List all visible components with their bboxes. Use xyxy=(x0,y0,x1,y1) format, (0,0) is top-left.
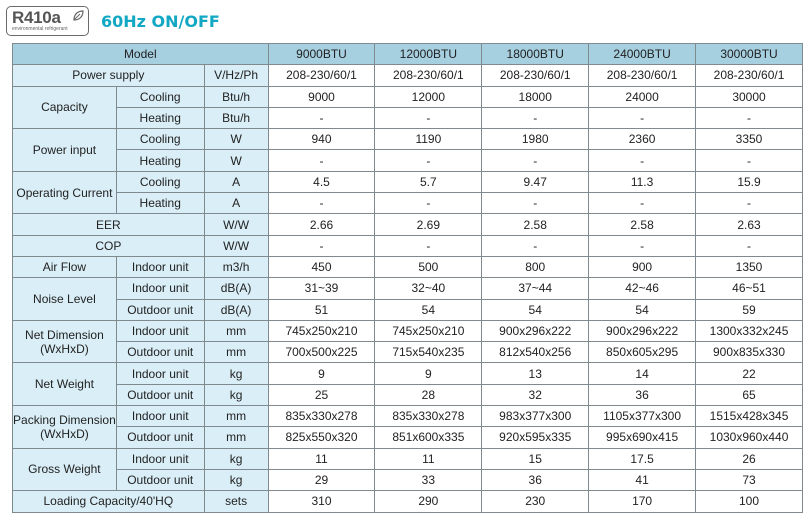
table-cell: 25 xyxy=(268,384,375,405)
table-cell: - xyxy=(589,193,696,214)
table-cell: - xyxy=(696,107,803,128)
row-label: Packing Dimension (WxHxD) xyxy=(13,406,117,449)
table-row xyxy=(13,65,803,86)
table-cell: 37~44 xyxy=(482,278,589,299)
row-unit: mm xyxy=(204,320,268,341)
table-cell: 700x500x225 xyxy=(268,342,375,363)
table-cell: 500 xyxy=(375,256,482,277)
table-cell: 33 xyxy=(375,469,482,490)
row-label: Loading Capacity/40'HQ xyxy=(13,491,205,512)
row-sublabel: Cooling xyxy=(116,86,204,107)
table-cell: 940 xyxy=(268,129,375,150)
table-cell: - xyxy=(268,150,375,171)
header-model: 9000BTU xyxy=(268,44,375,65)
row-sublabel: Heating xyxy=(116,193,204,214)
row-label: Gross Weight xyxy=(13,448,117,491)
table-cell: - xyxy=(482,235,589,256)
row-unit: kg xyxy=(204,384,268,405)
table-row xyxy=(13,150,803,171)
table-cell: 54 xyxy=(589,299,696,320)
row-label: EER xyxy=(13,214,205,235)
table-cell: 5.7 xyxy=(375,171,482,192)
table-body xyxy=(13,65,803,512)
row-sublabel: Heating xyxy=(116,150,204,171)
table-row xyxy=(13,193,803,214)
table-cell: - xyxy=(375,150,482,171)
row-label: Operating Current xyxy=(13,171,117,214)
table-row xyxy=(13,278,803,299)
table-cell: - xyxy=(696,235,803,256)
table-cell: 32~40 xyxy=(375,278,482,299)
table-cell: 11 xyxy=(268,448,375,469)
table-cell: - xyxy=(482,150,589,171)
table-cell: 11 xyxy=(375,448,482,469)
table-cell: 208-230/60/1 xyxy=(375,65,482,86)
table-cell: - xyxy=(268,193,375,214)
table-cell: 1980 xyxy=(482,129,589,150)
table-cell: 812x540x256 xyxy=(482,342,589,363)
table-cell: 2.58 xyxy=(482,214,589,235)
row-sublabel: Outdoor unit xyxy=(116,427,204,448)
table-cell: 41 xyxy=(589,469,696,490)
table-row xyxy=(13,363,803,384)
table-cell: - xyxy=(589,150,696,171)
table-cell: 2360 xyxy=(589,129,696,150)
header-model: 24000BTU xyxy=(589,44,696,65)
row-unit: kg xyxy=(204,363,268,384)
table-row xyxy=(13,491,803,512)
table-cell: - xyxy=(696,193,803,214)
row-unit: W xyxy=(204,129,268,150)
r410a-logo xyxy=(6,6,89,36)
row-unit: sets xyxy=(204,491,268,512)
table-row xyxy=(13,235,803,256)
table-cell: - xyxy=(482,193,589,214)
row-label: COP xyxy=(13,235,205,256)
table-cell: 42~46 xyxy=(589,278,696,299)
row-unit: W/W xyxy=(204,214,268,235)
row-unit: mm xyxy=(204,406,268,427)
table-cell: - xyxy=(375,193,482,214)
table-cell: 208-230/60/1 xyxy=(589,65,696,86)
table-cell: 2.63 xyxy=(696,214,803,235)
leaf-icon xyxy=(72,10,84,22)
table-cell: 2.69 xyxy=(375,214,482,235)
table-cell: 24000 xyxy=(589,86,696,107)
table-cell: 9 xyxy=(375,363,482,384)
row-sublabel: Outdoor unit xyxy=(116,299,204,320)
table-cell: 36 xyxy=(482,469,589,490)
table-header-row xyxy=(13,44,803,65)
table-cell: 4.5 xyxy=(268,171,375,192)
table-cell: 54 xyxy=(482,299,589,320)
header-model: 12000BTU xyxy=(375,44,482,65)
table-cell: 715x540x235 xyxy=(375,342,482,363)
table-cell: 920x595x335 xyxy=(482,427,589,448)
header-model: 18000BTU xyxy=(482,44,589,65)
table-row xyxy=(13,171,803,192)
table-cell: 450 xyxy=(268,256,375,277)
row-label: Noise Level xyxy=(13,278,117,321)
table-cell: 290 xyxy=(375,491,482,512)
table-cell: 835x330x278 xyxy=(268,406,375,427)
table-row xyxy=(13,427,803,448)
table-row xyxy=(13,469,803,490)
table-cell: 54 xyxy=(375,299,482,320)
header-model-label: Model xyxy=(13,44,269,65)
table-cell: 100 xyxy=(696,491,803,512)
row-sublabel: Indoor unit xyxy=(116,448,204,469)
table-cell: 1350 xyxy=(696,256,803,277)
row-unit: W xyxy=(204,150,268,171)
table-cell: 230 xyxy=(482,491,589,512)
row-unit: mm xyxy=(204,342,268,363)
table-cell: 851x600x335 xyxy=(375,427,482,448)
row-unit: mm xyxy=(204,427,268,448)
table-cell: 1190 xyxy=(375,129,482,150)
table-cell: 59 xyxy=(696,299,803,320)
row-unit: Btu/h xyxy=(204,107,268,128)
table-cell: 15.9 xyxy=(696,171,803,192)
row-sublabel: Cooling xyxy=(116,171,204,192)
row-unit: Btu/h xyxy=(204,86,268,107)
table-cell: 850x605x295 xyxy=(589,342,696,363)
row-label: Power supply xyxy=(13,65,205,86)
row-unit: dB(A) xyxy=(204,299,268,320)
table-cell: 36 xyxy=(589,384,696,405)
table-cell: 51 xyxy=(268,299,375,320)
table-cell: 2.58 xyxy=(589,214,696,235)
table-row xyxy=(13,214,803,235)
table-cell: 15 xyxy=(482,448,589,469)
table-cell: 18000 xyxy=(482,86,589,107)
table-cell: 13 xyxy=(482,363,589,384)
row-sublabel: Indoor unit xyxy=(116,278,204,299)
table-cell: 835x330x278 xyxy=(375,406,482,427)
table-cell: 30000 xyxy=(696,86,803,107)
table-cell: 170 xyxy=(589,491,696,512)
table-row xyxy=(13,448,803,469)
table-cell: 65 xyxy=(696,384,803,405)
table-cell: 900 xyxy=(589,256,696,277)
table-cell: 46~51 xyxy=(696,278,803,299)
row-unit: kg xyxy=(204,469,268,490)
table-row xyxy=(13,256,803,277)
table-cell: 900x296x222 xyxy=(482,320,589,341)
table-cell: 745x250x210 xyxy=(268,320,375,341)
row-unit: A xyxy=(204,171,268,192)
table-cell: 745x250x210 xyxy=(375,320,482,341)
row-unit: A xyxy=(204,193,268,214)
table-cell: 1300x332x245 xyxy=(696,320,803,341)
row-label: Power input xyxy=(13,129,117,172)
table-row xyxy=(13,129,803,150)
page-title: 60Hz ON/OFF xyxy=(101,11,220,31)
table-cell: 9.47 xyxy=(482,171,589,192)
table-cell: - xyxy=(375,107,482,128)
table-cell: 26 xyxy=(696,448,803,469)
table-cell: - xyxy=(482,107,589,128)
row-label: Air Flow xyxy=(13,256,117,277)
table-cell: 31~39 xyxy=(268,278,375,299)
table-cell: 208-230/60/1 xyxy=(482,65,589,86)
table-cell: - xyxy=(589,235,696,256)
table-cell: 825x550x320 xyxy=(268,427,375,448)
table-row xyxy=(13,107,803,128)
table-cell: - xyxy=(696,150,803,171)
table-cell: 995x690x415 xyxy=(589,427,696,448)
table-cell: 1515x428x345 xyxy=(696,406,803,427)
table-cell: - xyxy=(268,107,375,128)
row-label: Capacity xyxy=(13,86,117,129)
table-cell: 3350 xyxy=(696,129,803,150)
logo-text: R410a xyxy=(12,8,61,27)
table-cell: 22 xyxy=(696,363,803,384)
row-sublabel: Outdoor unit xyxy=(116,469,204,490)
row-unit: dB(A) xyxy=(204,278,268,299)
table-cell: - xyxy=(268,235,375,256)
page-header xyxy=(6,4,220,38)
row-label: Net Weight xyxy=(13,363,117,406)
table-cell: 9000 xyxy=(268,86,375,107)
row-unit: V/Hz/Ph xyxy=(204,65,268,86)
table-cell: 208-230/60/1 xyxy=(268,65,375,86)
table-cell: 11.3 xyxy=(589,171,696,192)
table-cell: - xyxy=(589,107,696,128)
table-cell: - xyxy=(375,235,482,256)
table-cell: 2.66 xyxy=(268,214,375,235)
table-cell: 983x377x300 xyxy=(482,406,589,427)
table-row xyxy=(13,342,803,363)
table-cell: 29 xyxy=(268,469,375,490)
table-cell: 12000 xyxy=(375,86,482,107)
table-cell: 900x835x330 xyxy=(696,342,803,363)
row-unit: W/W xyxy=(204,235,268,256)
table-cell: 32 xyxy=(482,384,589,405)
row-sublabel: Indoor unit xyxy=(116,256,204,277)
table-cell: 1105x377x300 xyxy=(589,406,696,427)
header-model: 30000BTU xyxy=(696,44,803,65)
spec-table xyxy=(12,43,803,513)
row-unit: m3/h xyxy=(204,256,268,277)
table-cell: 310 xyxy=(268,491,375,512)
logo-subtext: environmental refrigerant xyxy=(12,26,68,32)
table-cell: 900x296x222 xyxy=(589,320,696,341)
table-cell: 28 xyxy=(375,384,482,405)
row-sublabel: Indoor unit xyxy=(116,320,204,341)
row-sublabel: Outdoor unit xyxy=(116,342,204,363)
row-sublabel: Cooling xyxy=(116,129,204,150)
table-row xyxy=(13,406,803,427)
table-cell: 17.5 xyxy=(589,448,696,469)
row-sublabel: Indoor unit xyxy=(116,363,204,384)
table-cell: 208-230/60/1 xyxy=(696,65,803,86)
table-row xyxy=(13,320,803,341)
table-cell: 73 xyxy=(696,469,803,490)
row-sublabel: Heating xyxy=(116,107,204,128)
table-cell: 14 xyxy=(589,363,696,384)
table-cell: 800 xyxy=(482,256,589,277)
row-label: Net Dimension (WxHxD) xyxy=(13,320,117,363)
row-sublabel: Outdoor unit xyxy=(116,384,204,405)
table-cell: 1030x960x440 xyxy=(696,427,803,448)
table-cell: 9 xyxy=(268,363,375,384)
table-row xyxy=(13,86,803,107)
row-unit: kg xyxy=(204,448,268,469)
row-sublabel: Indoor unit xyxy=(116,406,204,427)
table-row xyxy=(13,299,803,320)
table-row xyxy=(13,384,803,405)
